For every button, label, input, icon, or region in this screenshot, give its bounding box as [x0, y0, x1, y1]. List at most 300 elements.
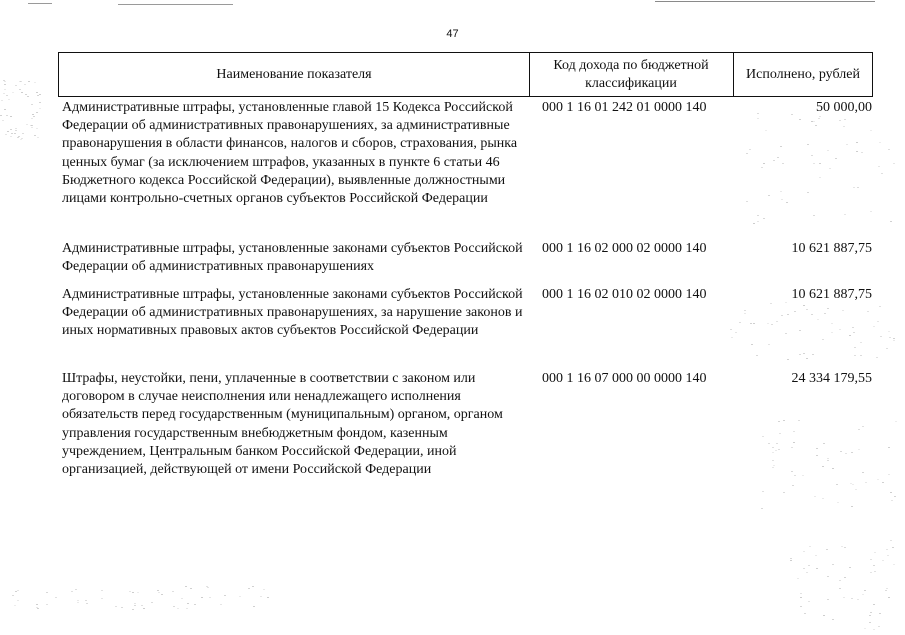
scan-speck — [888, 331, 890, 332]
scan-speck — [793, 431, 795, 432]
scan-speck — [874, 552, 876, 553]
scan-speck — [797, 578, 799, 579]
scan-speck — [757, 113, 759, 114]
scan-speck — [839, 329, 841, 330]
row-name: Штрафы, неустойки, пени, уплаченные в соответствии с законом или договором в случае неисполнения или ненадлежащего исполнения обязательств перед государственным (муниципальным) органом, органом управления государственным внебюджетным фондом, казенным учреждением, Центральным банком Российской Федерации, иной организацией, действующей от имени Российской Федерации — [62, 371, 503, 478]
scan-speck — [39, 102, 41, 103]
scan-speck — [852, 484, 854, 485]
scan-speck — [239, 596, 241, 597]
scan-speck — [880, 336, 882, 337]
scan-speck — [843, 126, 845, 127]
scan-speck — [177, 608, 179, 609]
scan-speck — [753, 223, 755, 224]
scan-speck — [780, 191, 782, 192]
scan-speck — [0, 115, 2, 116]
scan-speck — [860, 342, 862, 343]
scan-speck — [781, 315, 783, 316]
scan-speck — [857, 187, 859, 188]
scan-speck — [799, 330, 801, 331]
scan-speck — [893, 564, 895, 565]
scan-speck — [802, 475, 804, 476]
scan-speck — [762, 491, 764, 492]
scan-speck — [869, 622, 871, 623]
scan-speck — [854, 355, 856, 356]
scan-speck — [814, 496, 816, 497]
scan-speck — [824, 313, 826, 314]
scan-speck — [194, 604, 196, 605]
scan-speck — [779, 433, 781, 434]
scan-speck — [739, 322, 741, 323]
scan-speck — [844, 214, 846, 215]
scan-speck — [780, 146, 782, 147]
scan-speck — [870, 572, 872, 573]
scan-speck — [873, 326, 875, 327]
scan-speck — [17, 600, 19, 601]
scan-speck — [862, 426, 864, 427]
scan-speck — [790, 558, 792, 559]
scan-speck — [735, 332, 737, 333]
scan-speck — [873, 604, 875, 605]
scan-speck — [71, 591, 73, 592]
scan-speck — [772, 452, 774, 453]
scan-speck — [20, 139, 22, 140]
scan-speck — [815, 125, 817, 126]
row-amount: 10 621 887,75 — [791, 287, 872, 302]
scan-speck — [85, 600, 87, 601]
scan-speck — [209, 597, 211, 598]
scan-speck — [811, 121, 813, 122]
scan-speck — [886, 588, 888, 589]
scan-speck — [772, 467, 774, 468]
scan-speck — [772, 460, 774, 461]
scan-speck — [33, 116, 35, 117]
scan-speck — [829, 168, 831, 169]
scan-speck — [253, 606, 255, 607]
scan-speck — [17, 137, 19, 138]
scan-speck — [46, 604, 48, 605]
scan-speck — [17, 590, 19, 591]
scan-speck — [888, 149, 890, 150]
scan-speck — [137, 592, 139, 593]
scan-speck — [34, 135, 36, 136]
scan-speck — [753, 323, 755, 324]
page-number: 47 — [446, 28, 459, 40]
scan-speck — [794, 311, 796, 312]
scan-speck — [11, 133, 13, 134]
scan-speck — [819, 163, 821, 164]
scan-speck — [827, 458, 829, 459]
row-amount: 10 621 887,75 — [791, 241, 872, 256]
scan-speck — [799, 119, 801, 120]
row-name: Административные штрафы, установленные законами субъектов Российской Федерации об административных правонарушениях — [62, 241, 523, 275]
scan-speck — [890, 540, 892, 541]
scan-speck — [877, 321, 879, 322]
scan-speck — [4, 81, 6, 82]
scan-speck — [129, 591, 131, 592]
scan-speck — [36, 604, 38, 605]
scan-speck — [173, 606, 175, 607]
scan-speck — [874, 571, 876, 572]
scan-speck — [893, 163, 895, 164]
scan-speck — [757, 221, 759, 222]
scan-speck — [885, 590, 887, 591]
scan-speck — [12, 595, 14, 596]
scan-speck — [891, 500, 893, 501]
scan-speck — [816, 455, 818, 456]
scan-speck — [839, 588, 841, 589]
scan-speck — [893, 340, 895, 341]
scan-speck — [252, 586, 254, 587]
scan-speck — [842, 310, 844, 311]
scan-speck — [803, 305, 805, 306]
scan-speck — [777, 157, 779, 158]
scan-speck — [1, 100, 3, 101]
scan-speck — [843, 597, 845, 598]
scan-speck — [22, 133, 24, 134]
scan-speck — [878, 626, 880, 627]
scan-speck — [185, 586, 187, 587]
scan-speck — [844, 577, 846, 578]
scan-speck — [782, 163, 784, 164]
scan-speck — [858, 429, 860, 430]
scan-speck — [832, 564, 834, 565]
scan-speck — [882, 560, 884, 561]
scan-speck — [751, 344, 753, 345]
scan-speck — [132, 592, 134, 593]
scan-speck — [14, 605, 16, 606]
scan-speck — [10, 129, 12, 130]
header-amount: Исполнено, рублей — [746, 66, 860, 82]
scan-speck — [851, 452, 853, 453]
scan-speck — [186, 608, 188, 609]
scan-speck — [39, 108, 41, 109]
scan-speck — [12, 92, 14, 93]
scan-speck — [873, 565, 875, 566]
scan-speck — [26, 124, 28, 125]
scan-speck — [778, 421, 780, 422]
scan-speck — [886, 549, 888, 550]
scan-speck — [746, 201, 748, 202]
scan-speck — [890, 221, 892, 222]
scan-speck — [161, 594, 163, 595]
scan-speck — [768, 195, 770, 196]
scan-speck — [771, 324, 773, 325]
scan-speck — [818, 118, 820, 119]
row-code: 000 1 16 02 010 02 0000 140 — [542, 287, 707, 302]
scan-speck — [36, 128, 38, 129]
scan-speck — [31, 127, 33, 128]
scan-speck — [803, 353, 805, 354]
scan-speck — [746, 153, 748, 154]
scan-speck — [181, 598, 183, 599]
scan-speck — [850, 483, 852, 484]
scan-speck — [46, 592, 48, 593]
scan-speck — [187, 603, 189, 604]
scan-speck — [21, 92, 23, 93]
scan-speck — [807, 144, 809, 145]
scan-speck — [730, 329, 732, 330]
scan-speck — [750, 323, 752, 324]
scan-speck — [75, 589, 77, 590]
scan-speck — [263, 589, 265, 590]
scan-speck — [836, 484, 838, 485]
scan-speck — [822, 466, 824, 467]
scan-speck — [800, 597, 802, 598]
scan-speck — [813, 215, 815, 216]
scan-speck — [835, 158, 837, 159]
row-code: 000 1 16 02 000 02 0000 140 — [542, 241, 707, 256]
scan-speck — [861, 152, 863, 153]
scan-speck — [15, 130, 17, 131]
scan-speck — [822, 498, 824, 499]
scan-speck — [831, 323, 833, 324]
scan-speck — [132, 609, 134, 610]
scan-speck — [870, 559, 872, 560]
row-name: Административные штрафы, установленные главой 15 Кодекса Российской Федерации об административных правонарушениях, за административные правонарушения в области финансов, налогов и сборов, страхования, рынка ценных бумаг (за исключением штрафов, указанных в пункте 6 статьи 46 Бюджетного кодекса Российской Федерации), выявленные должностными лицами контрольно-счетных органов субъектов Российской Федерации — [62, 100, 518, 207]
scan-speck — [21, 138, 23, 139]
scan-speck — [851, 506, 853, 507]
scan-speck — [27, 96, 29, 97]
scan-speck — [101, 590, 103, 591]
scan-speck — [14, 133, 16, 134]
scan-speck — [8, 99, 10, 100]
scan-speck — [15, 85, 17, 86]
scan-speck — [806, 358, 808, 359]
scan-speck — [832, 468, 834, 469]
scan-speck — [803, 551, 805, 552]
scan-speck — [34, 82, 36, 83]
scan-speck — [37, 608, 39, 609]
scan-speck — [865, 482, 867, 483]
scan-speck — [879, 306, 881, 307]
scan-speck — [248, 588, 250, 589]
scan-speck — [819, 177, 821, 178]
scan-speck — [793, 442, 795, 443]
scan-speck — [807, 192, 809, 193]
scan-speck — [888, 447, 890, 448]
scan-speck — [879, 613, 881, 614]
scan-speck — [786, 202, 788, 203]
scan-speck — [28, 81, 30, 82]
scan-speck — [787, 314, 789, 315]
scan-speck — [31, 118, 33, 119]
scan-speck — [888, 597, 890, 598]
scan-speck — [852, 327, 854, 328]
scan-speck — [878, 166, 880, 167]
scan-speck — [776, 321, 778, 322]
scan-speck — [7, 131, 9, 132]
scan-speck — [877, 479, 879, 480]
scan-speck — [867, 311, 869, 312]
scan-speck — [785, 333, 787, 334]
row-amount: 50 000,00 — [816, 100, 872, 115]
scan-speck — [822, 339, 824, 340]
scan-speck — [172, 591, 174, 592]
scan-speck — [853, 332, 855, 333]
scan-speck — [854, 347, 856, 348]
scan-speck — [768, 443, 770, 444]
scan-speck — [894, 496, 896, 497]
row-name: Административные штрафы, установленные законами субъектов Российской Федерации об административных правонарушениях, за нарушение законов и иных нормативных правовых актов субъектов Российской Федерации — [62, 287, 523, 339]
scan-speck — [30, 125, 32, 126]
scan-speck — [837, 502, 839, 503]
scan-speck — [832, 619, 834, 620]
scan-speck — [762, 436, 764, 437]
scan-speck — [826, 549, 828, 550]
scan-speck — [785, 302, 787, 303]
scan-speck — [800, 606, 802, 607]
scan-speck — [4, 89, 6, 90]
scan-speck — [815, 555, 817, 556]
scan-speck — [889, 337, 891, 338]
scan-speck — [201, 597, 203, 598]
scan-speck — [32, 114, 34, 115]
scan-speck — [115, 606, 117, 607]
scan-speck — [870, 612, 872, 613]
scan-speck — [845, 453, 847, 454]
scan-speck — [260, 596, 262, 597]
scan-speck — [143, 608, 145, 609]
scan-speck — [10, 136, 12, 137]
scan-speck — [844, 547, 846, 548]
scan-speck — [768, 344, 770, 345]
scan-speck — [813, 163, 815, 164]
scan-speck — [862, 594, 864, 595]
scan-speck — [141, 605, 143, 606]
scan-speck — [812, 354, 814, 355]
scan-speck — [783, 492, 785, 493]
scan-speck — [864, 590, 866, 591]
scan-speck — [744, 313, 746, 314]
scan-speck — [806, 572, 808, 573]
scan-speck — [846, 144, 848, 145]
scan-speck — [841, 546, 843, 547]
scan-speck — [770, 303, 772, 304]
scan-speck — [827, 576, 829, 577]
scan-speck — [744, 310, 746, 311]
scan-speck — [4, 84, 6, 85]
scan-speck — [763, 218, 765, 219]
scan-speck — [2, 120, 4, 121]
scan-speck — [849, 567, 851, 568]
scan-speck — [36, 92, 38, 93]
scan-speck — [220, 604, 222, 605]
table-header — [58, 52, 873, 97]
scan-speck — [3, 93, 5, 94]
scan-speck — [15, 591, 17, 592]
scan-speck — [827, 460, 829, 461]
row-code: 000 1 16 07 000 00 0000 140 — [542, 371, 707, 386]
scan-speck — [794, 475, 796, 476]
scan-speck — [207, 587, 209, 588]
scan-speck — [816, 448, 818, 449]
scan-speck — [121, 607, 123, 608]
scan-speck — [873, 629, 875, 630]
scan-speck — [844, 119, 846, 120]
scan-speck — [851, 598, 853, 599]
scan-speck — [757, 215, 759, 216]
scan-speck — [860, 355, 862, 356]
scan-speck — [809, 546, 811, 547]
scan-speck — [855, 489, 857, 490]
scan-speck — [803, 568, 805, 569]
scan-edge-rule — [118, 4, 233, 5]
scan-speck — [36, 112, 38, 113]
scan-speck — [267, 597, 269, 598]
scan-speck — [827, 308, 829, 309]
scan-speck — [773, 160, 775, 161]
scan-speck — [5, 134, 7, 135]
scan-speck — [886, 348, 888, 349]
scan-speck — [800, 593, 802, 594]
scan-speck — [86, 603, 88, 604]
scan-speck — [864, 628, 866, 629]
scan-speck — [823, 443, 825, 444]
scan-speck — [799, 354, 801, 355]
scan-speck — [761, 167, 763, 168]
scan-speck — [731, 337, 733, 338]
scan-speck — [190, 588, 192, 589]
scan-speck — [791, 471, 793, 472]
scan-speck — [890, 492, 892, 493]
scan-speck — [37, 95, 39, 96]
scan-speck — [10, 116, 12, 117]
scan-speck — [804, 613, 806, 614]
scan-speck — [808, 565, 810, 566]
scan-speck — [761, 508, 763, 509]
scan-speck — [749, 149, 751, 150]
row-amount: 24 334 179,55 — [791, 371, 872, 386]
row-code: 000 1 16 01 242 01 0000 140 — [542, 100, 707, 115]
scan-speck — [839, 580, 841, 581]
scan-speck — [895, 421, 897, 422]
scan-speck — [101, 598, 103, 599]
scan-speck — [781, 199, 783, 200]
scan-speck — [25, 94, 27, 95]
scan-speck — [767, 323, 769, 324]
scan-speck — [827, 599, 829, 600]
scan-speck — [37, 137, 39, 138]
header-name: Наименование показателя — [59, 53, 530, 96]
scan-speck — [6, 95, 8, 96]
scan-speck — [783, 420, 785, 421]
scan-speck — [158, 592, 160, 593]
scan-speck — [157, 590, 159, 591]
scan-speck — [778, 449, 780, 450]
scan-speck — [808, 601, 810, 602]
scan-speck — [773, 465, 775, 466]
scan-speck — [856, 142, 858, 143]
scan-speck — [55, 597, 57, 598]
scan-speck — [876, 357, 878, 358]
scan-speck — [4, 109, 6, 110]
scan-speck — [77, 602, 79, 603]
scan-speck — [887, 555, 889, 556]
scan-speck — [870, 130, 872, 131]
scan-speck — [839, 120, 841, 121]
scan-speck — [791, 114, 793, 115]
scan-speck — [791, 447, 793, 448]
scan-speck — [856, 151, 858, 152]
scan-speck — [224, 595, 226, 596]
scan-speck — [823, 615, 825, 616]
scan-speck — [24, 84, 26, 85]
scan-speck — [790, 560, 792, 561]
scan-speck — [831, 332, 833, 333]
scan-speck — [765, 130, 767, 131]
scan-speck — [19, 89, 21, 90]
scan-speck — [763, 163, 765, 164]
